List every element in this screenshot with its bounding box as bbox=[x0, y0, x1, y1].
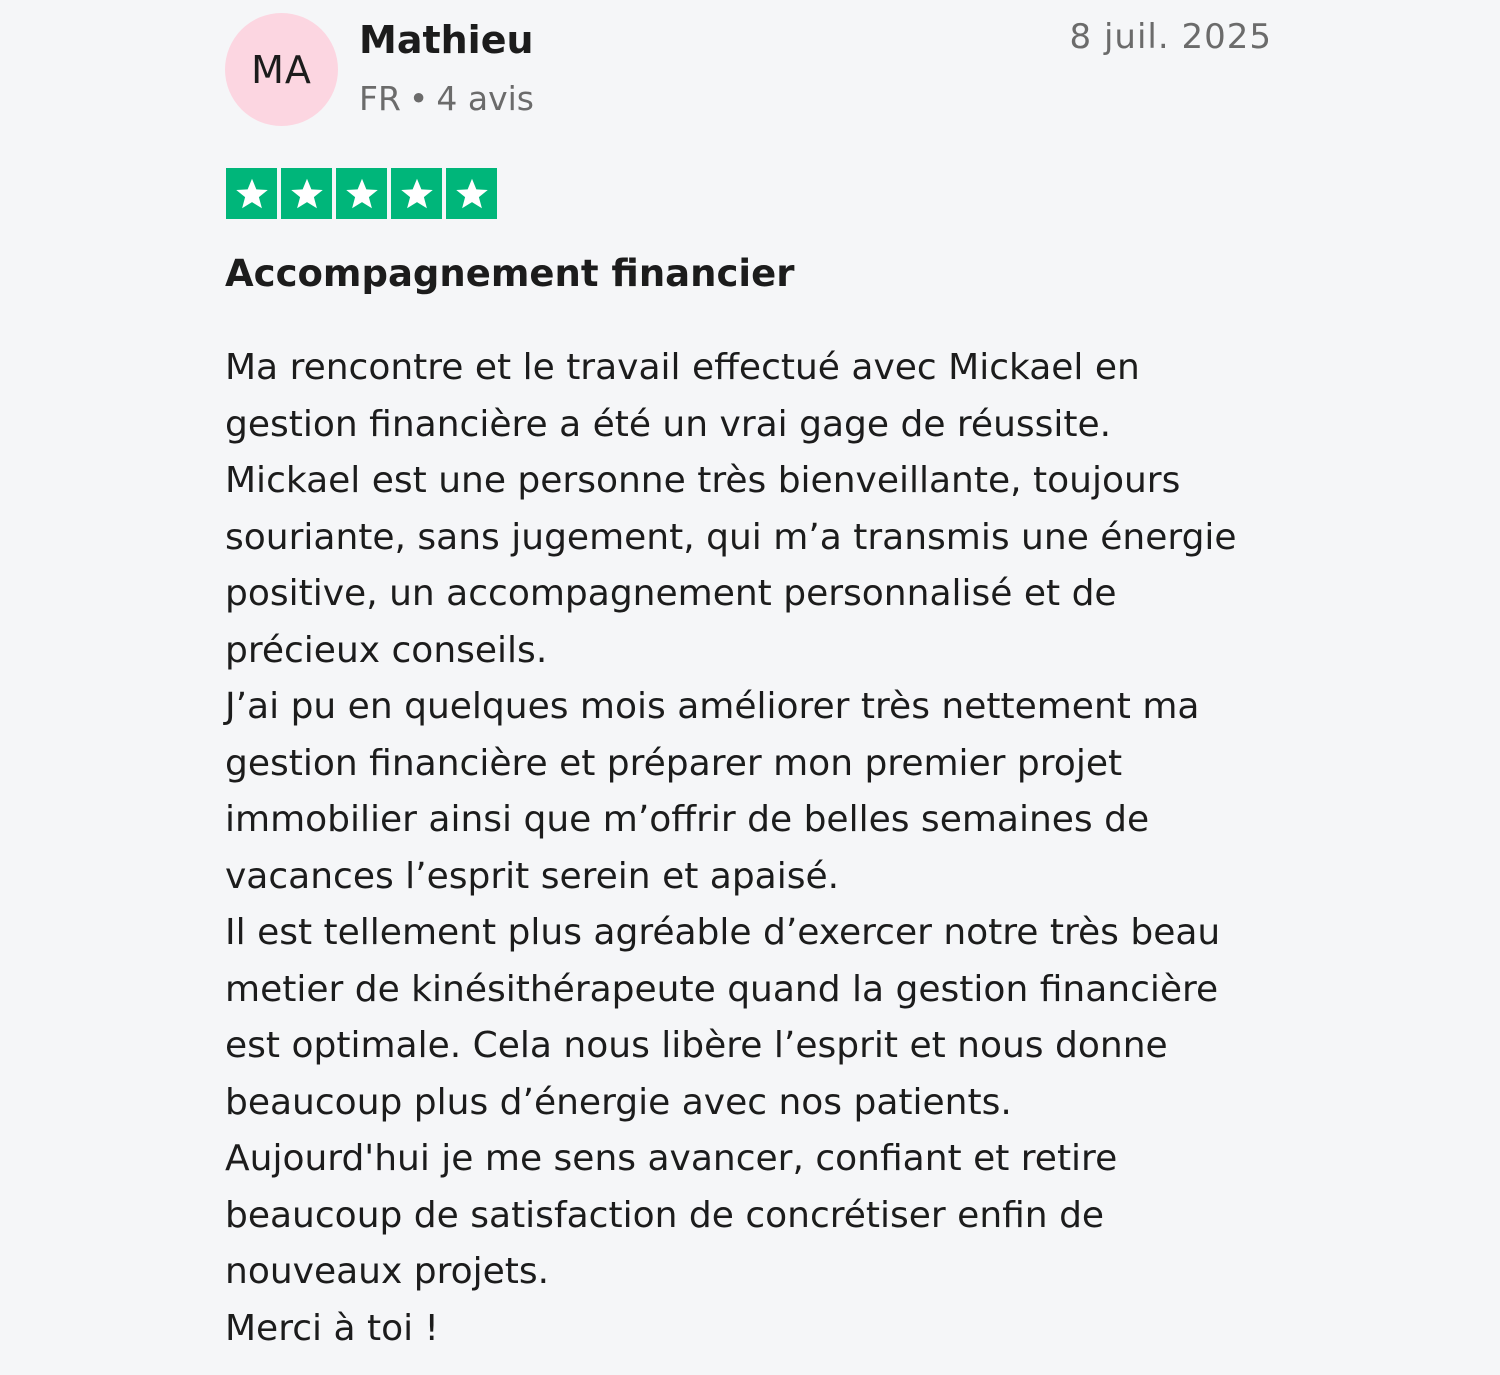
star-icon bbox=[281, 168, 332, 219]
review-body-line: Mickael est une personne très bienveillante, toujours bbox=[225, 460, 1181, 501]
reviewer-name[interactable]: Mathieu bbox=[359, 18, 534, 62]
review-body-line: gestion financière et préparer mon premier projet bbox=[225, 742, 1123, 784]
review-body-line: vacances l’esprit serein et apaisé. bbox=[225, 855, 840, 897]
review-body-line: beaucoup plus d’énergie avec nos patients. bbox=[225, 1081, 1012, 1123]
review-body-line: beaucoup de satisfaction de concrétiser enfin de bbox=[225, 1194, 1105, 1236]
reviewer-country: FR bbox=[359, 79, 401, 118]
review-body-line: Il est tellement plus agréable d’exercer notre très beau bbox=[225, 912, 1221, 953]
review-body-line: J’ai pu en quelques mois améliorer très nettement ma bbox=[225, 686, 1200, 727]
review-title: Accompagnement financier bbox=[225, 252, 795, 295]
avatar[interactable] bbox=[225, 13, 338, 126]
review-body-line: gestion financière a été un vrai gage de réussite. bbox=[225, 403, 1112, 445]
meta-separator: • bbox=[408, 79, 429, 118]
star-icon bbox=[336, 168, 387, 219]
reviewer-meta bbox=[359, 78, 534, 120]
review-body-line: précieux conseils. bbox=[225, 629, 548, 671]
review-body-line: souriante, sans jugement, qui m’a transmis une énergie bbox=[225, 516, 1237, 558]
review-body-line: Aujourd'hui je me sens avancer, confiant et retire bbox=[225, 1138, 1118, 1179]
review-body-line: Merci à toi ! bbox=[225, 1307, 439, 1349]
avatar-initials: MA bbox=[251, 47, 312, 92]
review-body-line: immobilier ainsi que m’offrir de belles semaines de bbox=[225, 799, 1150, 840]
review-body-line: Ma rencontre et le travail effectué avec Mickael en bbox=[225, 347, 1140, 388]
review-date: 8 juil. 2025 bbox=[1069, 17, 1272, 57]
review-body bbox=[225, 340, 1285, 1357]
star-icon bbox=[446, 168, 497, 219]
review-body-line: positive, un accompagnement personnalisé et de bbox=[225, 573, 1117, 614]
star-rating bbox=[226, 168, 497, 219]
review-body-line: nouveaux projets. bbox=[225, 1251, 550, 1292]
reviewer-review-count: 4 avis bbox=[436, 79, 534, 118]
review-body-line: metier de kinésithérapeute quand la gestion financière bbox=[225, 968, 1219, 1010]
review-body-line: est optimale. Cela nous libère l’esprit et nous donne bbox=[225, 1025, 1168, 1066]
star-icon bbox=[391, 168, 442, 219]
star-icon bbox=[226, 168, 277, 219]
